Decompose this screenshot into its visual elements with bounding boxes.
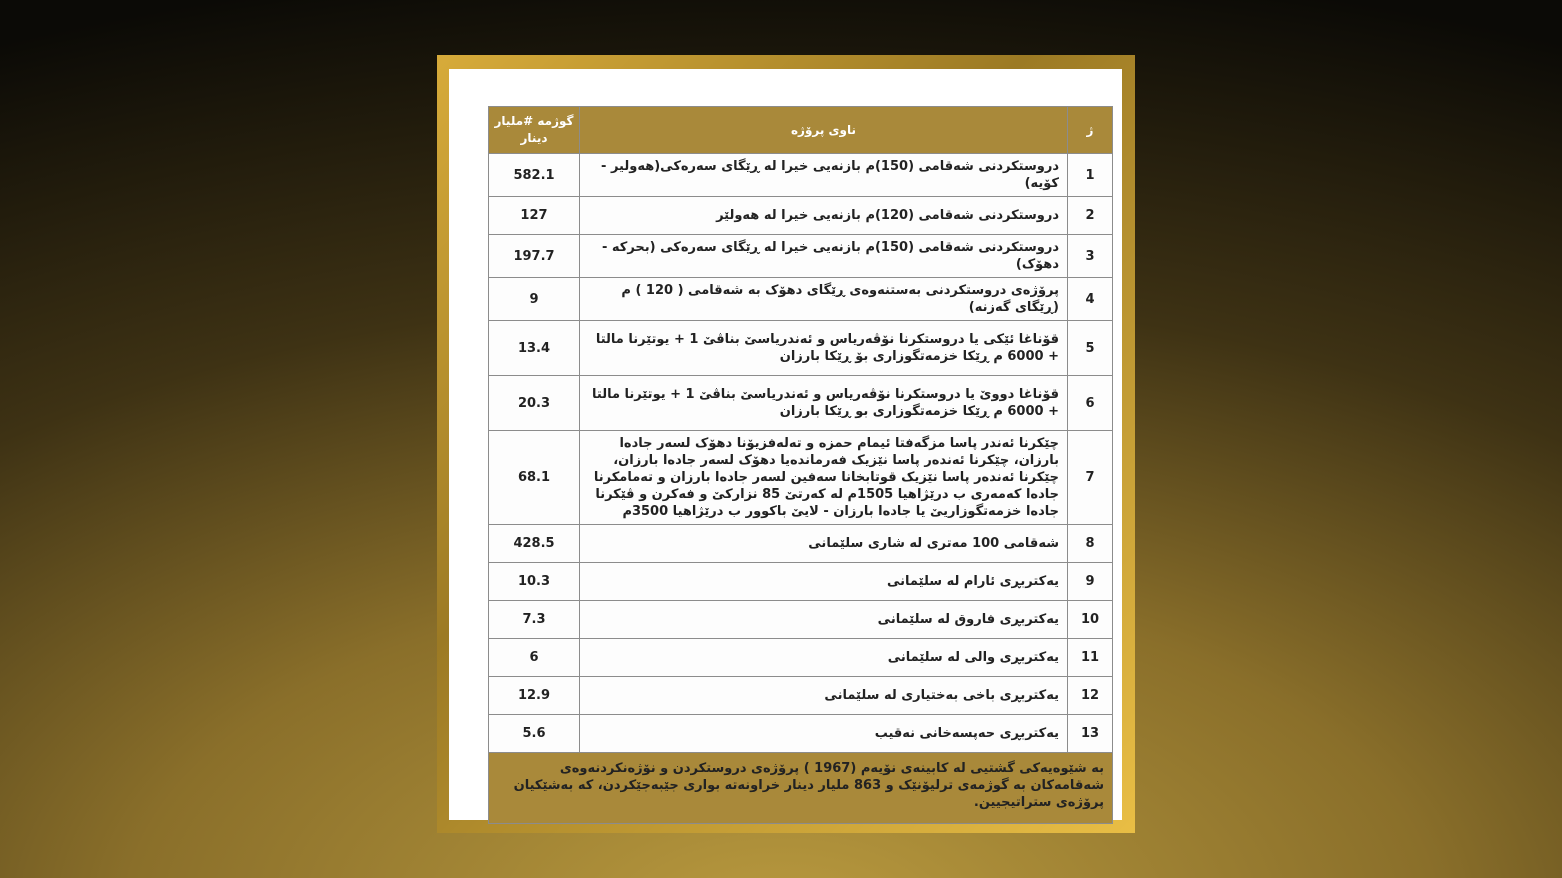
row-cost: 197.7 xyxy=(489,235,580,278)
row-number: 1 xyxy=(1068,154,1113,197)
table-row xyxy=(489,639,1113,677)
row-project-name: یەکتربڕی ئارام له سلێمانی xyxy=(580,563,1068,601)
row-cost: 12.9 xyxy=(489,677,580,715)
table-row xyxy=(489,154,1113,197)
table-row xyxy=(489,278,1113,321)
row-project-name: پرۆژەی دروستکردنی بەستنەوەی ڕێگای دهۆک به شەقامی ( 120 ) م (ڕێگای گەزنە) xyxy=(580,278,1068,321)
row-cost: 5.6 xyxy=(489,715,580,753)
row-number: 9 xyxy=(1068,563,1113,601)
row-project-name: قۆناغا دووێ یا دروستکرنا نۆڤەریاس و ئەندریاسێ بناڤێ 1 + یوتێرنا مالتا + 6000 م ڕێکا خزمەتگوزاری بو ڕێکا بارزان xyxy=(580,376,1068,431)
table-row xyxy=(489,197,1113,235)
row-project-name: یەکتربڕی فاروق له سلێمانی xyxy=(580,601,1068,639)
row-cost: 13.4 xyxy=(489,321,580,376)
row-number: 13 xyxy=(1068,715,1113,753)
row-number: 10 xyxy=(1068,601,1113,639)
table-row xyxy=(489,601,1113,639)
table-row xyxy=(489,715,1113,753)
table-row xyxy=(489,563,1113,601)
table-row xyxy=(489,431,1113,525)
table-row xyxy=(489,677,1113,715)
row-cost: 20.3 xyxy=(489,376,580,431)
row-number: 8 xyxy=(1068,525,1113,563)
row-project-name: دروستکردنی شەقامی (120)م بازنەیی خیرا له هەولێر xyxy=(580,197,1068,235)
row-cost: 7.3 xyxy=(489,601,580,639)
row-number: 7 xyxy=(1068,431,1113,525)
table-header-row xyxy=(489,107,1113,154)
row-number: 3 xyxy=(1068,235,1113,278)
row-project-name: یەکتربڕی باخی بەختیاری له سلێمانی xyxy=(580,677,1068,715)
row-project-name: دروستکردنی شەقامی (150)م بازنەیی خیرا له ڕێگای سەرەکی (بحرکه - دهۆک) xyxy=(580,235,1068,278)
row-number: 4 xyxy=(1068,278,1113,321)
row-project-name: شەقامی 100 مەتری له شاری سلێمانی xyxy=(580,525,1068,563)
row-cost: 9 xyxy=(489,278,580,321)
row-project-name: دروستکردنی شەقامی (150)م بازنەیی خیرا له ڕێگای سەرەکی(هەولیر - کۆیە) xyxy=(580,154,1068,197)
row-number: 5 xyxy=(1068,321,1113,376)
table-row xyxy=(489,376,1113,431)
table-footer-row xyxy=(489,753,1113,824)
row-cost: 582.1 xyxy=(489,154,580,197)
row-project-name: قۆناغا ئێکی یا دروستکرنا نۆڤەریاس و ئەندریاسێ بناڤێ 1 + یوتێرنا مالتا + 6000 م ڕێکا خزمەتگوزاری بۆ ڕێکا بارزان xyxy=(580,321,1068,376)
row-project-name: یەکتربڕی حەپسەخانی نەقیب xyxy=(580,715,1068,753)
table-row xyxy=(489,525,1113,563)
header-project-name: ناوی پرۆژە xyxy=(580,107,1068,154)
row-project-name: چێکرنا ئەندر پاسا مزگەفتا ئیمام حمزه و تەلەفزیۆنا دهۆک لسەر جادەا بارزان، چێکرنا ئەندەر پاسا نێزیک فەرماندەیا دهۆک لسەر جادەا بارزان، چێکرنا ئەندەر پاسا نێزیک قوتابخانا سەفین لسەر جادەا بارزان و تەمامکرنا جادەا کەمەری ب درێژاهیا 1505م له کەرتێ 85 نزارکێ و فەکرن و ڤێکرنا جادەا خزمەتگوزاریێ یا جادەا بارزان - لایێ باکوور ب درێژاهیا 3500م xyxy=(580,431,1068,525)
projects-table xyxy=(488,106,1113,824)
table-footer-note: به شێوەیەکی گشتیی له کابینەی نۆیەم (1967 ) پرۆژەی دروستکردن و نۆژەنکردنەوەی شەقامەکان به گوژمەی ترلیۆنێک و 863 ملیار دینار خراونەته بواری جێبەجێکردن، که بەشێکیان پرۆژەی ستراتیجیین. xyxy=(489,753,1113,824)
gold-frame xyxy=(437,55,1135,833)
row-cost: 428.5 xyxy=(489,525,580,563)
row-cost: 6 xyxy=(489,639,580,677)
row-project-name: یەکتربڕی والی له سلێمانی xyxy=(580,639,1068,677)
header-cost: گوژمە #ملیار دینار xyxy=(489,107,580,154)
row-cost: 10.3 xyxy=(489,563,580,601)
row-cost: 68.1 xyxy=(489,431,580,525)
row-number: 11 xyxy=(1068,639,1113,677)
row-number: 6 xyxy=(1068,376,1113,431)
row-number: 12 xyxy=(1068,677,1113,715)
row-number: 2 xyxy=(1068,197,1113,235)
table-row xyxy=(489,235,1113,278)
table-row xyxy=(489,321,1113,376)
header-num: ژ xyxy=(1068,107,1113,154)
document-sheet xyxy=(449,69,1122,820)
row-cost: 127 xyxy=(489,197,580,235)
